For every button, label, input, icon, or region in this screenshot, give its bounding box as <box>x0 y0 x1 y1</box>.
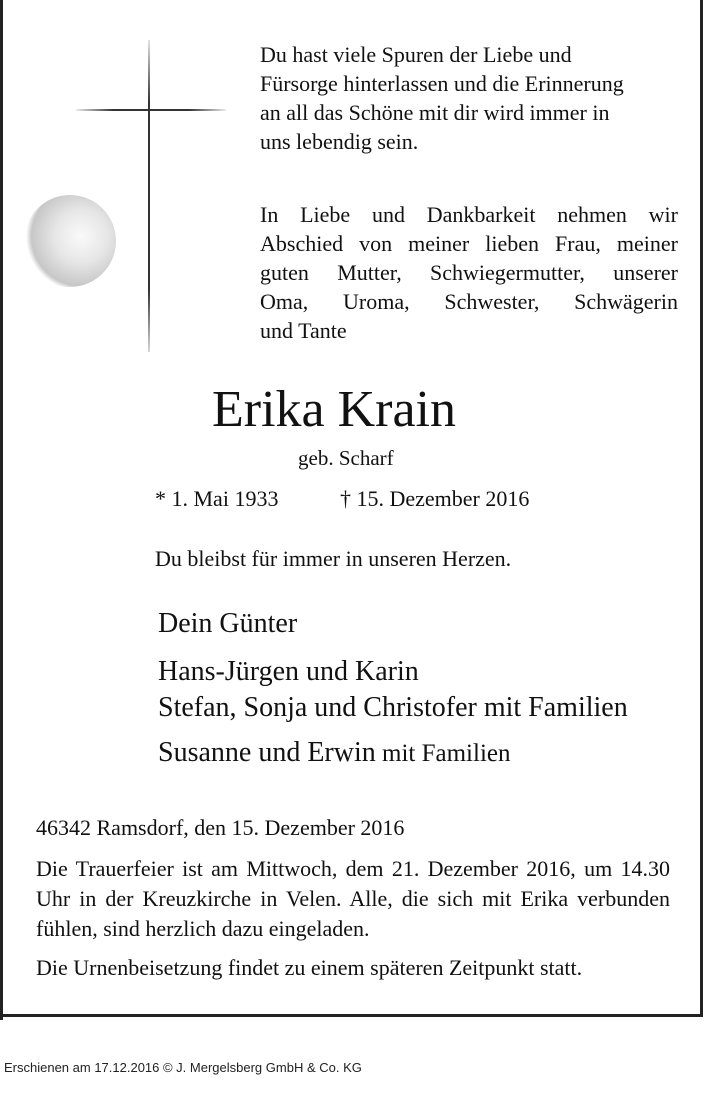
place-date: 46342 Ramsdorf, den 15. Dezember 2016 <box>36 815 405 840</box>
notice-frame-left <box>0 0 3 1020</box>
quote-line: Fürsorge hinterlassen und die Erinnerung <box>260 71 624 96</box>
deceased-name: Erika Krain <box>212 381 457 438</box>
quote-line: Du hast viele Spuren der Liebe und <box>260 42 572 67</box>
urn-info: Die Urnenbeisetzung findet zu einem späteren Zeitpunkt statt. <box>36 955 583 980</box>
mourner-siblings <box>158 737 510 769</box>
maiden-name: geb. Scharf <box>298 446 394 470</box>
death-date: † 15. Dezember 2016 <box>340 486 530 511</box>
service-info: Die Trauerfeier ist am Mittwoch, dem 21. Dezember 2016, um 14.30 Uhr in der Kreuzkirche in Velen. Alle, die sich mit Erika verbunden fühlen, sind herzlich dazu eingeladen. <box>36 856 670 941</box>
intro-line: und Tante <box>260 318 347 343</box>
quote-text <box>260 40 680 156</box>
publication-footer: Erschienen am 17.12.2016 © J. Mergelsberg GmbH & Co. KG <box>4 1060 362 1075</box>
intro-line: guten Mutter, Schwiegermutter, unserer <box>260 260 678 285</box>
mourner-siblings-suffix: mit Familien <box>375 740 511 767</box>
mourner-spouse: Dein Günter <box>158 608 298 639</box>
intro-text <box>260 200 678 345</box>
light-orb-icon <box>24 195 116 287</box>
intro-line: Abschied von meiner lieben Frau, meiner <box>260 231 678 256</box>
mourner-children: Hans-Jürgen und Karin <box>158 656 419 687</box>
mourner-grandchildren: Stefan, Sonja und Christofer mit Familien <box>158 692 628 723</box>
birth-date: * 1. Mai 1933 <box>155 486 279 511</box>
motto: Du bleibst für immer in unseren Herzen. <box>155 546 512 571</box>
mourner-siblings-names: Susanne und Erwin <box>158 737 376 768</box>
quote-line: an all das Schöne mit dir wird immer in <box>260 100 610 125</box>
intro-line: Oma, Uroma, Schwester, Schwägerin <box>260 289 678 314</box>
quote-line: uns lebendig sein. <box>260 129 419 154</box>
intro-line: In Liebe und Dankbarkeit nehmen wir <box>260 202 678 227</box>
cross-icon <box>148 40 150 352</box>
cross-icon-bar <box>76 109 226 111</box>
